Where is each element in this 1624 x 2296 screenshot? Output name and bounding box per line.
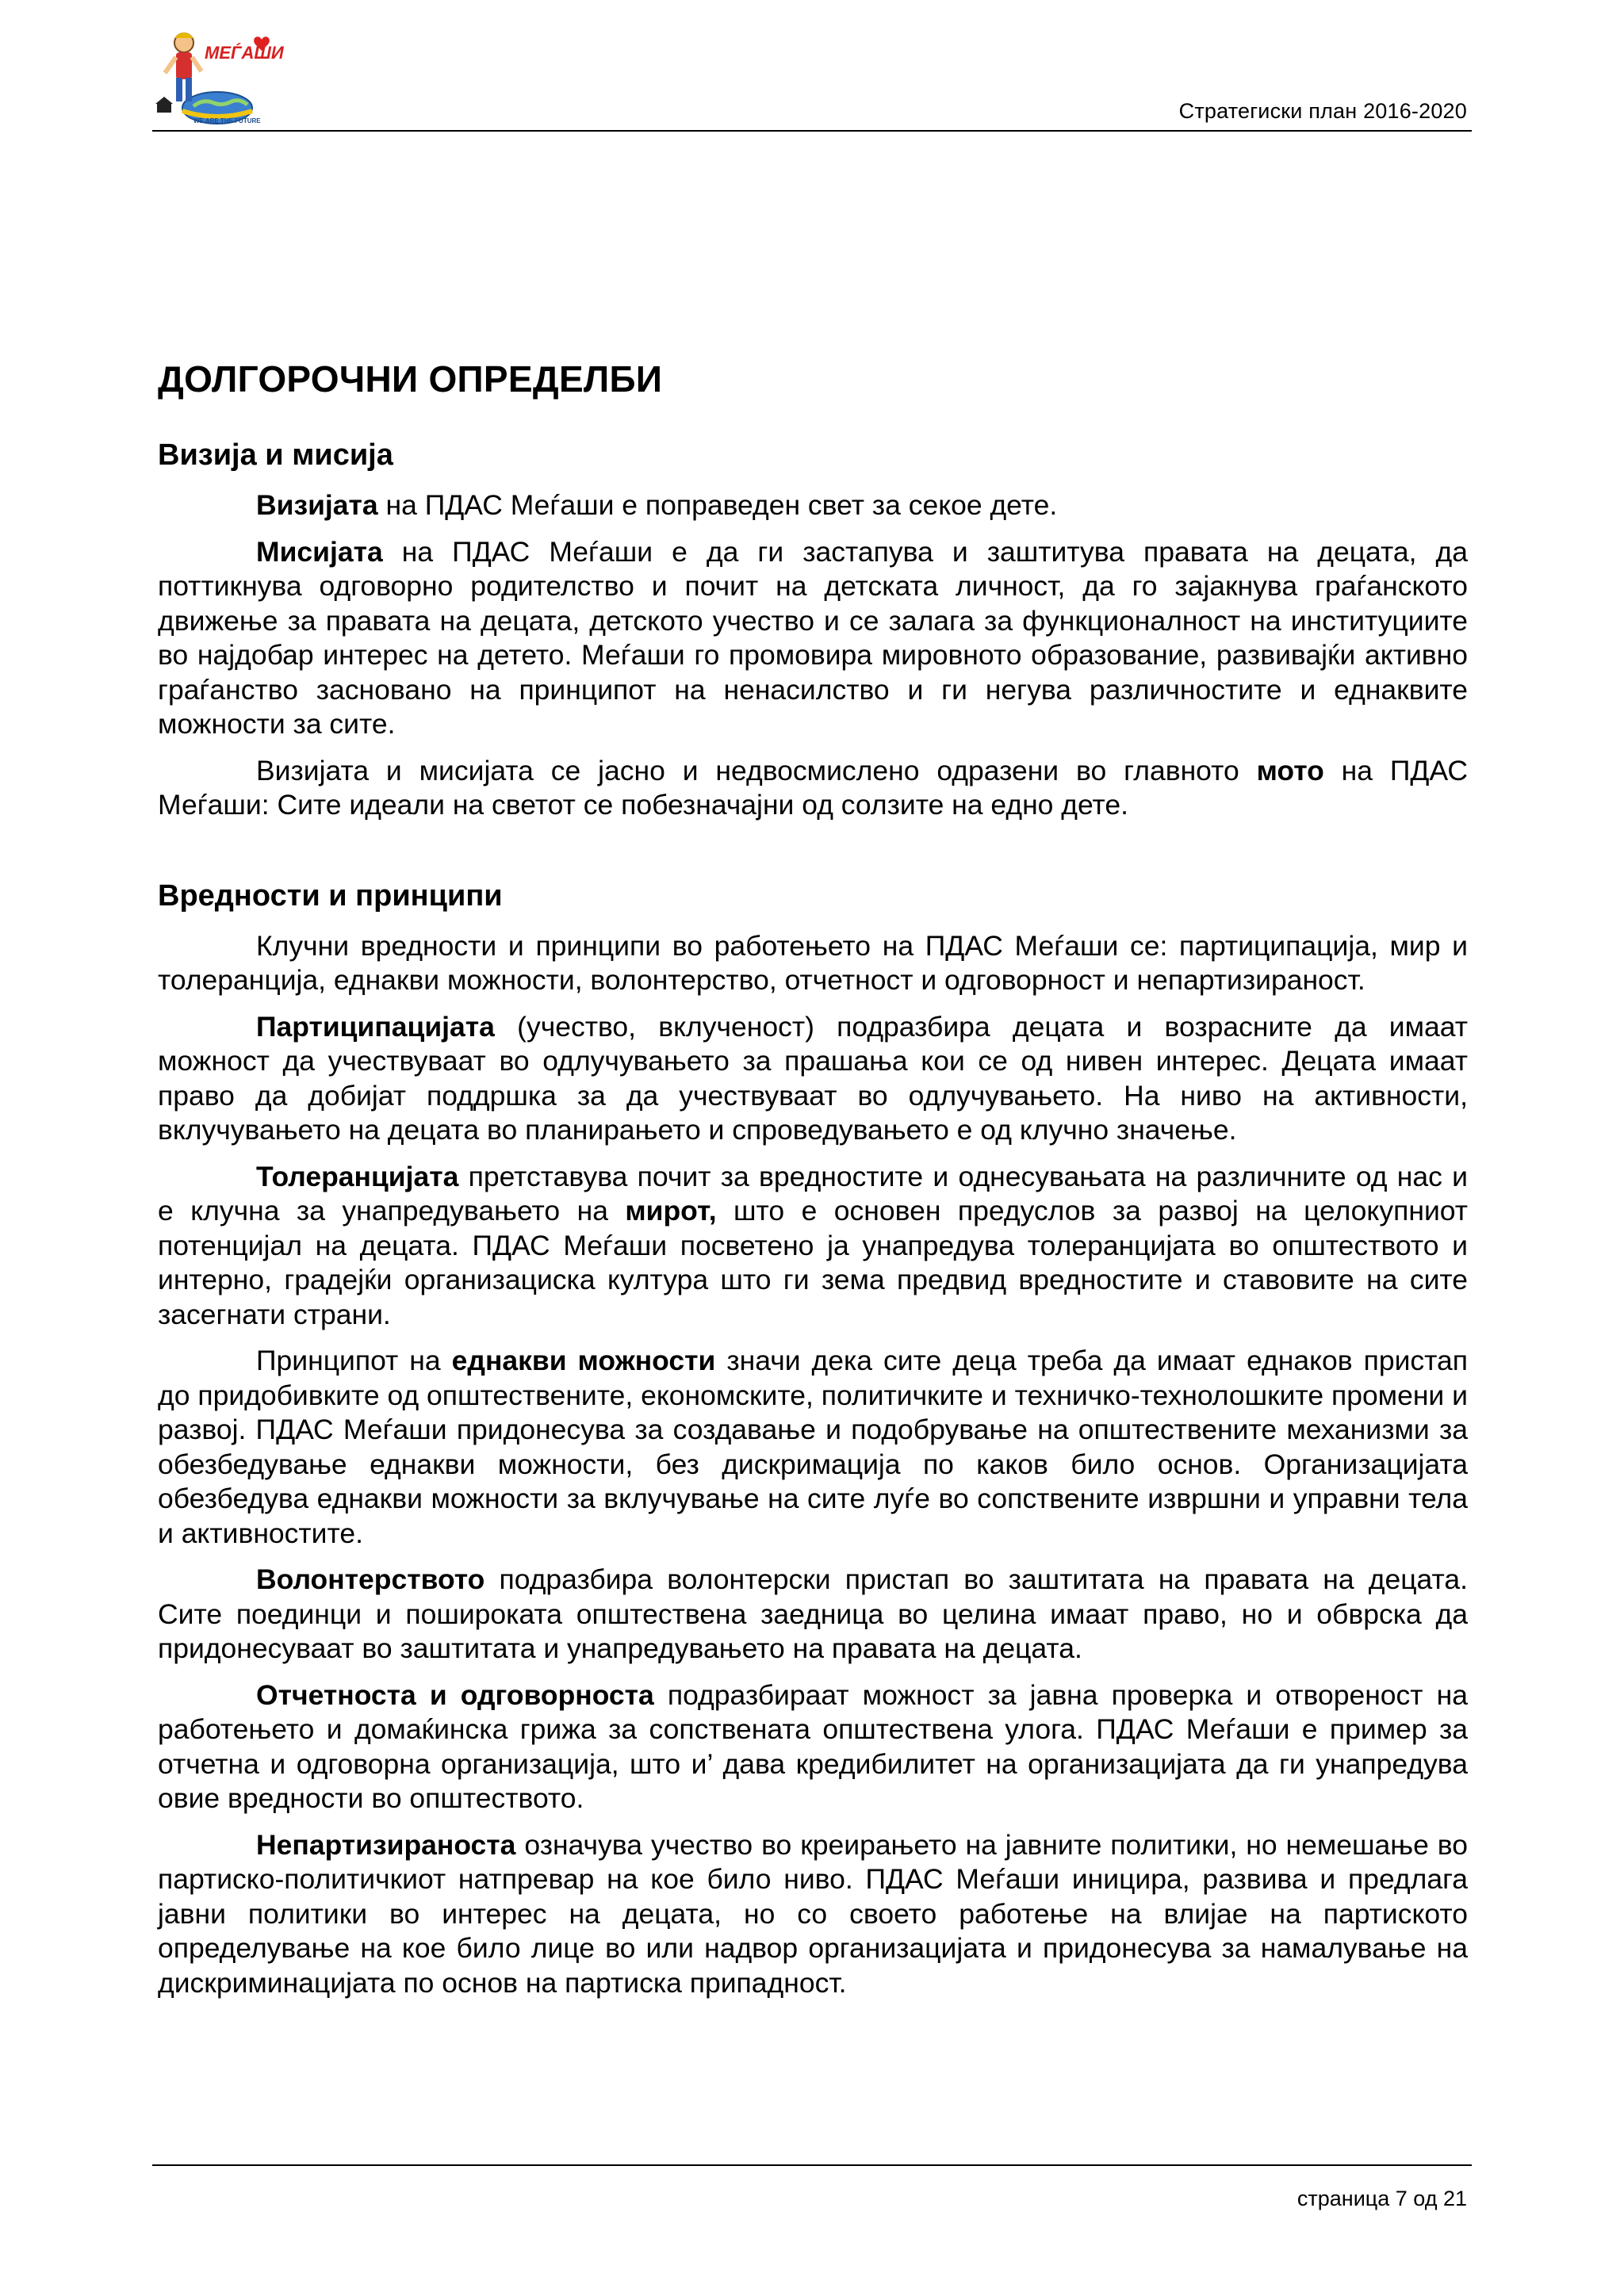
paragraph-vision: Визијата на ПДАС Меѓаши е поправеден свет за секое дете.: [256, 489, 1058, 521]
term-volunteering: Волонтерството: [256, 1563, 485, 1595]
paragraph-volunteering: Волонтерството подразбира волонтерски пристап во заштитата на правата на децата. Сите поединци и пошироката општествена заедница во целина имаат право, но и обврска да придонесуваат во заштитата и унапредувањето на правата на децата.: [158, 1563, 1468, 1664]
paragraph-equal-opportunities: Принципот на еднакви можности значи дека сите деца треба да имаат еднаков пристап до придобивките од општествените, економските, политичките и техничко-технолошките промени и развој. ПДАС Меѓаши придонесува за создавање и подобрување на општествените механизми за обезбедување еднакви можности, без дискримација по каков било основ. Организацијата обезбедува еднакви можности за вклучување на сите луѓе во сопствените извршни и управни тела и активностите.: [158, 1345, 1469, 1549]
term-nonpartisanship: Непартизираноста: [256, 1828, 516, 1861]
page-content: [158, 357, 1468, 2012]
page-number: страница 7 од 21: [1297, 2187, 1467, 2210]
term-participation: Партиципацијата: [256, 1010, 495, 1043]
paragraph-mission: Мисијата на ПДАС Меѓаши е да ги застапува и заштитува правата на децата, да поттикнува одговорно родителство и почит на детската личност, да го зајакнува граѓанското движење за правата на децата, детското учество и се залага за функционалност на институциите во најдобар интерес на детето. Меѓаши го промовира мировното образование, развивајќи активно граѓанство засновано на принципот на ненасилство и ги негува различностите и еднаквите можности за сите.: [158, 535, 1468, 740]
logo-text: МЕЃАШИ: [205, 43, 284, 63]
paragraph-motto: Визијата и мисијата се јасно и недвосмислено одразени во главното мото на ПДАС Меѓаши: Сите идеали на светот се побезначајни од солзите на едно дете.: [158, 754, 1468, 821]
paragraph-accountability: Отчетноста и одговорноста подразбираат можност за јавна проверка и отвореност на работењето и домаќинска грижа за сопствената општествена улога. ПДАС Меѓаши е пример за отчетна и одговорна организација, што и’ дава кредибилитет на организацијата да ги унапредува овие вредности во општеството.: [158, 1678, 1468, 1814]
term-accountability: Отчетноста и одговорноста: [256, 1678, 654, 1711]
logo-subtext: WE ARE THE FUTURE: [193, 117, 261, 124]
section-heading-vision-mission: Визија и мисија: [158, 438, 393, 472]
paragraph-participation: Партиципацијата (учество, вклученост) подразбира децата и возрасните да имаат можност да учествуваат во одлучувањето за прашања кои се од нивен интерес. Децата имаат право да добијат поддршка за да учествуваат во одлучувањето. На ниво на активности, вклучувањето на децата во планирањето и спроведувањето е од клучно значење.: [158, 1010, 1468, 1146]
section-heading-values: Вредности и принципи: [158, 878, 503, 913]
paragraph-values-intro: Клучни вредности и принципи во работењето на ПДАС Меѓаши се: партиципација, мир и толеранција, еднакви можности, волонтерство, отчетност и одговорност и непартизираност.: [158, 929, 1468, 996]
document-title: Стратегиски план 2016-2020: [1178, 99, 1467, 123]
term-mission: Мисијата: [256, 535, 383, 568]
paragraph-nonpartisanship: Непартизираноста означува учество во креирањето на јавните политики, но немешање во партиско-политичкиот натпревар на кое било ниво. ПДАС Меѓаши иницира, развива и предлага јавни политики во интерес на децата, но со своето работење на влијае на партиското определување на кое било лице во или надвор организацијата и придонесува за намалување на дискриминацијата по основ на партиска припадност.: [158, 1828, 1468, 1999]
term-peace: мирот,: [625, 1195, 717, 1226]
page-heading: ДОЛГОРОЧНИ ОПРЕДЕЛБИ: [158, 358, 663, 400]
page-header: [152, 29, 1472, 132]
term-vision: Визијата: [256, 489, 378, 521]
page-footer: [152, 2164, 1472, 2210]
term-motto: мото: [1256, 754, 1324, 786]
paragraph-tolerance: Толеранцијата претставува почит за вредностите и однесувањата на различните од нас и е клучна за унапредувањето на мирот, што е основен предуслов за развој на целокупниот потенцијал на децата. ПДАС Меѓаши посветено ја унапредува толеранцијата во општеството и интерно, градејќи организациска култура што ги зема предвид вредностите и ставовите на сите засегнати страни.: [158, 1160, 1468, 1330]
term-equal-opportunities: еднакви можности: [451, 1345, 716, 1376]
term-tolerance: Толеранцијата: [256, 1160, 459, 1192]
